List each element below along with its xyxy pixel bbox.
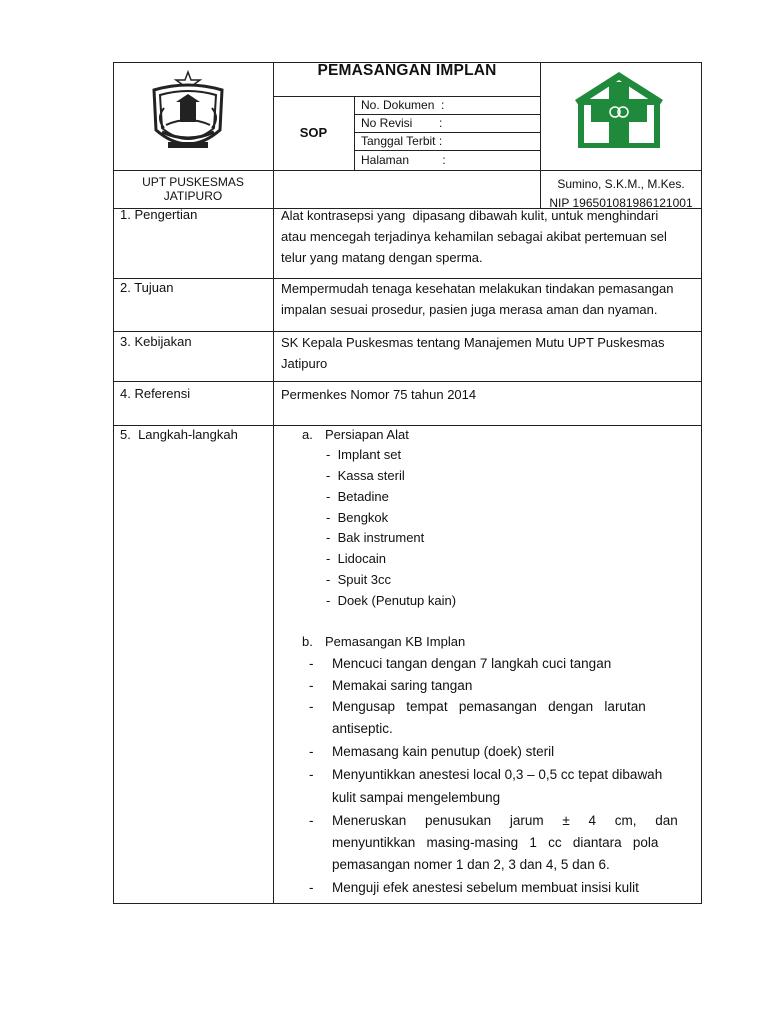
org-name-line2: JATIPURO — [163, 189, 223, 203]
green-cross-logo-icon — [571, 70, 667, 148]
list-item: - Bengkok — [326, 510, 389, 525]
section-label-pengertian: 1. Pengertian — [120, 207, 198, 222]
list-item: - Lidocain — [326, 551, 386, 566]
bullet-dash: - — [309, 767, 314, 782]
section-label-referensi: 4. Referensi — [120, 386, 191, 401]
list-item: Mencuci tangan dengan 7 langkah cuci tangan — [332, 656, 612, 671]
referensi-line: Permenkes Nomor 75 tahun 2014 — [281, 387, 477, 402]
list-item: - Implant set — [326, 447, 402, 462]
pengertian-line: atau mencegah terjadinya kehamilan sebagai akibat pertemuan sel — [281, 229, 667, 244]
list-item: Menguji efek anestesi sebelum membuat insisi kulit — [332, 880, 639, 895]
list-item: Meneruskan penusukan jarum ± 4 cm, dan — [332, 813, 678, 828]
row-line-4 — [113, 425, 702, 426]
list-item: Mengusap tempat pemasangan dengan larutan — [332, 699, 646, 714]
list-item: - Kassa steril — [326, 468, 405, 483]
pengertian-body — [281, 205, 696, 268]
list-item: Memakai saring tangan — [332, 678, 473, 693]
step-a-title: Persiapan Alat — [325, 427, 409, 442]
org-name-line1: UPT PUSKESMAS — [142, 175, 244, 189]
referensi-body — [281, 384, 696, 405]
step-a-marker: a. — [302, 427, 313, 442]
section-label-langkah: 5. Langkah-langkah — [120, 427, 238, 442]
kebijakan-body — [281, 332, 696, 374]
step-b-marker: b. — [302, 634, 313, 649]
step-b-title: Pemasangan KB Implan — [325, 634, 466, 649]
field-tanggal-terbit: Tanggal Terbit : — [361, 134, 443, 148]
bullet-dash: - — [309, 744, 314, 759]
list-item-continuation: kulit sampai mengelembung — [332, 790, 501, 805]
kebijakan-line: SK Kepala Puskesmas tentang Manajemen Mutu UPT Puskesmas — [281, 335, 665, 350]
regional-emblem-icon — [146, 70, 230, 158]
tujuan-body — [281, 278, 696, 320]
list-item-continuation: antiseptic. — [332, 721, 393, 736]
field-no-revisi: No Revisi : — [361, 116, 443, 130]
bullet-dash: - — [309, 678, 314, 693]
document-title: PEMASANGAN IMPLAN — [317, 62, 497, 79]
table-border-bottom — [113, 903, 702, 904]
field-halaman: Halaman : — [361, 153, 446, 167]
column-divider — [273, 62, 274, 904]
list-item-continuation: pemasangan nomer 1 dan 2, 3 dan 4, 5 dan 6. — [332, 857, 610, 872]
section-label-tujuan: 2. Tujuan — [120, 280, 174, 295]
kebijakan-line: Jatipuro — [281, 356, 328, 371]
field-line-3 — [354, 150, 541, 151]
sop-divider — [354, 96, 355, 170]
tujuan-line: Mempermudah tenaga kesehatan melakukan tindakan pemasangan — [281, 281, 674, 296]
bullet-dash: - — [309, 880, 314, 895]
bullet-dash: - — [309, 656, 314, 671]
signatory-name: Sumino, S.K.M., M.Kes. — [557, 177, 685, 191]
section-label-kebijakan: 3. Kebijakan — [120, 334, 192, 349]
list-item: Menyuntikkan anestesi local 0,3 – 0,5 cc tepat dibawah — [332, 767, 663, 782]
pengertian-line: telur yang matang dengan sperma. — [281, 250, 483, 265]
field-no-dokumen: No. Dokumen : — [361, 98, 445, 112]
sop-label: SOP — [299, 125, 328, 140]
list-item-continuation: menyuntikkan masing-masing 1 cc diantara pola — [332, 835, 659, 850]
pengertian-line: Alat kontrasepsi yang dipasang dibawah kulit, untuk menghindari — [281, 208, 659, 223]
list-item: - Spuit 3cc — [326, 572, 392, 587]
row-line-3 — [113, 381, 702, 382]
bullet-dash: - — [309, 813, 314, 828]
list-item: - Doek (Penutup kain) — [326, 593, 457, 608]
tujuan-line: impalan sesuai prosedur, pasien juga merasa aman dan nyaman. — [281, 302, 658, 317]
org-name — [113, 175, 273, 203]
signatory-nip: NIP 196501081986121001 — [549, 196, 693, 210]
list-item: Memasang kain penutup (doek) steril — [332, 744, 555, 759]
list-item: - Bak instrument — [326, 530, 425, 545]
header-row-line — [113, 170, 702, 171]
bullet-dash: - — [309, 699, 314, 714]
list-item: - Betadine — [326, 489, 389, 504]
